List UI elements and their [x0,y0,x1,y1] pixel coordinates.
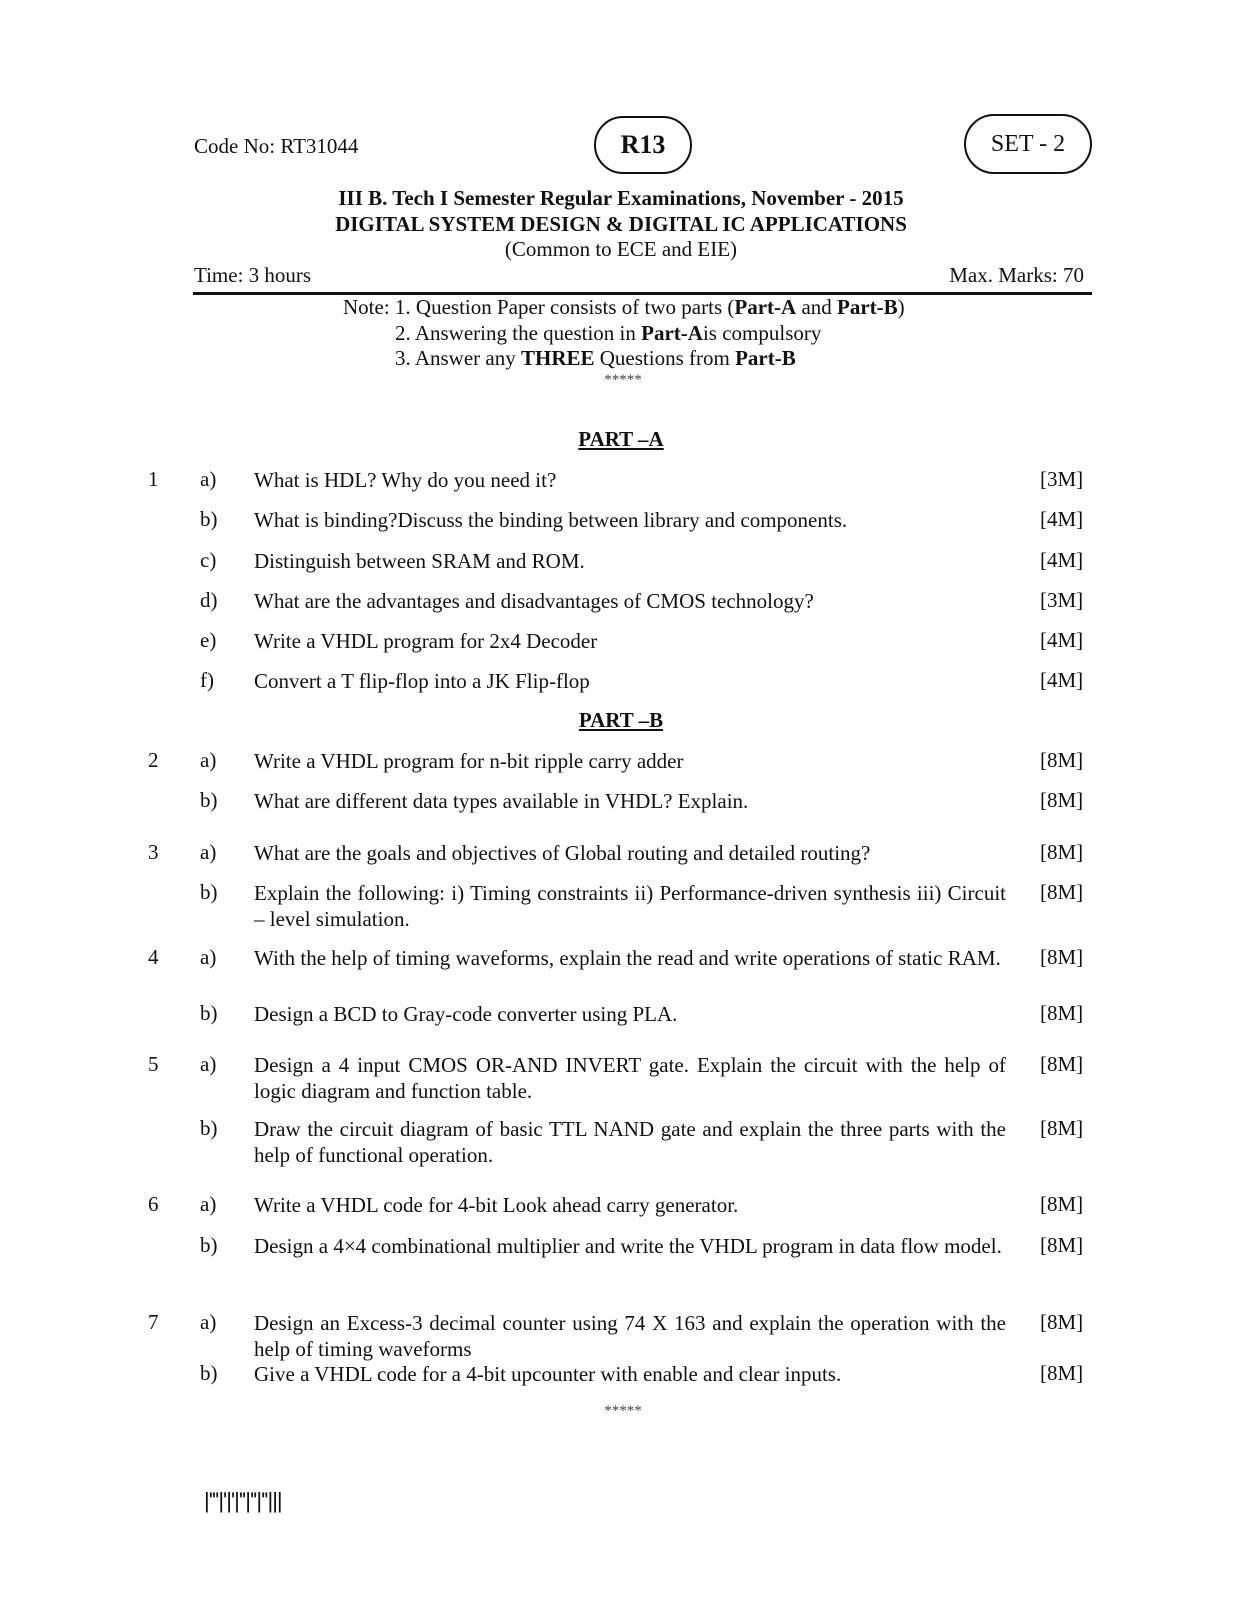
question-marks: [8M] [1040,1192,1084,1216]
question-marks: [8M] [1040,880,1084,904]
question-marks: [3M] [1040,467,1084,491]
question-letter: a) [200,1052,217,1076]
question-marks: [8M] [1040,1233,1084,1257]
question-text: What is binding?Discuss the binding between library and components. [254,508,848,532]
question-text: Design a 4 input CMOS OR-AND INVERT gate. Explain the circuit with the help of logic diagram and function table. [254,1053,1006,1103]
question-marks: [8M] [1040,788,1084,812]
question-text: Write a VHDL program for n-bit ripple carry adder [254,749,684,773]
question-text: Design an Excess-3 decimal counter using 74 X 163 and explain the operation with the help of timing waveforms [254,1311,1006,1361]
question-marks: [8M] [1040,1052,1084,1076]
question-number: 2 [148,748,159,772]
question-text: With the help of timing waveforms, explain the read and write operations of static RAM. [254,946,1001,970]
question-text: Design a 4×4 combinational multiplier and write the VHDL program in data flow model. [254,1234,1002,1258]
question-marks: [4M] [1040,628,1084,652]
question-number: 3 [148,840,159,864]
question-letter: c) [200,548,217,572]
question-text: Draw the circuit diagram of basic TTL NAND gate and explain the three parts with the help of functional operation. [254,1117,1006,1167]
question-text: Distinguish between SRAM and ROM. [254,549,585,573]
question-text: Write a VHDL code for 4-bit Look ahead carry generator. [254,1193,739,1217]
max-marks: Max. Marks: 70 [949,263,1084,287]
question-marks: [8M] [1040,1116,1084,1140]
question-marks: [4M] [1040,548,1084,572]
question-letter: a) [200,467,217,491]
question-marks: [8M] [1040,1361,1084,1385]
question-number: 7 [148,1310,159,1334]
time: Time: 3 hours [194,263,312,287]
question-marks: [4M] [1040,507,1084,531]
question-letter: f) [200,668,214,692]
common-note: (Common to ECE and EIE) [504,237,738,261]
question-text: What are the advantages and disadvantages of CMOS technology? [254,589,814,613]
question-text: Give a VHDL code for a 4-bit upcounter with enable and clear inputs. [254,1362,842,1386]
end-stars: ***** [604,1403,642,1419]
question-letter: a) [200,1310,217,1334]
question-letter: a) [200,1192,217,1216]
question-text: Design a BCD to Gray-code converter using PLA. [254,1002,678,1026]
question-marks: [8M] [1040,945,1084,969]
question-text: Write a VHDL program for 2x4 Decoder [254,629,598,653]
question-number: 1 [148,467,159,491]
question-text: Explain the following: i) Timing constraints ii) Performance-driven synthesis iii) Circuit – level simulation. [254,881,1006,931]
note-1: Note: 1. Question Paper consists of two parts (Part-A and Part-B) [343,295,905,319]
question-number: 4 [148,945,159,969]
question-marks: [8M] [1040,1310,1084,1334]
question-text: What is HDL? Why do you need it? [254,468,557,492]
question-letter: e) [200,628,217,652]
question-letter: b) [200,507,218,531]
part-b-heading: PART –B [578,708,664,732]
regulation-badge: R13 [594,116,692,174]
question-text: What are different data types available in VHDL? Explain. [254,789,749,813]
question-letter: a) [200,945,217,969]
question-number: 5 [148,1052,159,1076]
barcode-marks: |'''|'|'|''|''|''||| [204,1488,282,1513]
question-marks: [8M] [1040,840,1084,864]
set-badge: SET - 2 [964,114,1092,174]
question-letter: b) [200,788,218,812]
note-2: 2. Answering the question in Part-Ais compulsory [395,321,822,345]
question-text: What are the goals and objectives of Global routing and detailed routing? [254,841,871,865]
question-marks: [8M] [1040,748,1084,772]
question-marks: [8M] [1040,1001,1084,1025]
note-stars: ***** [604,372,642,388]
question-marks: [3M] [1040,588,1084,612]
question-letter: d) [200,588,218,612]
question-letter: b) [200,880,218,904]
part-a-heading: PART –A [578,427,664,451]
question-letter: a) [200,840,217,864]
question-letter: a) [200,748,217,772]
exam-title: III B. Tech I Semester Regular Examinations, November - 2015 [338,186,904,210]
question-letter: b) [200,1116,218,1140]
question-letter: b) [200,1001,218,1025]
code-number: Code No: RT31044 [194,134,359,158]
note-3: 3. Answer any THREE Questions from Part-B [395,346,796,370]
question-marks: [4M] [1040,668,1084,692]
question-letter: b) [200,1361,218,1385]
question-letter: b) [200,1233,218,1257]
question-text: Convert a T flip-flop into a JK Flip-flop [254,669,590,693]
subject-title: DIGITAL SYSTEM DESIGN & DIGITAL IC APPLICATIONS [335,212,907,236]
question-number: 6 [148,1192,159,1216]
